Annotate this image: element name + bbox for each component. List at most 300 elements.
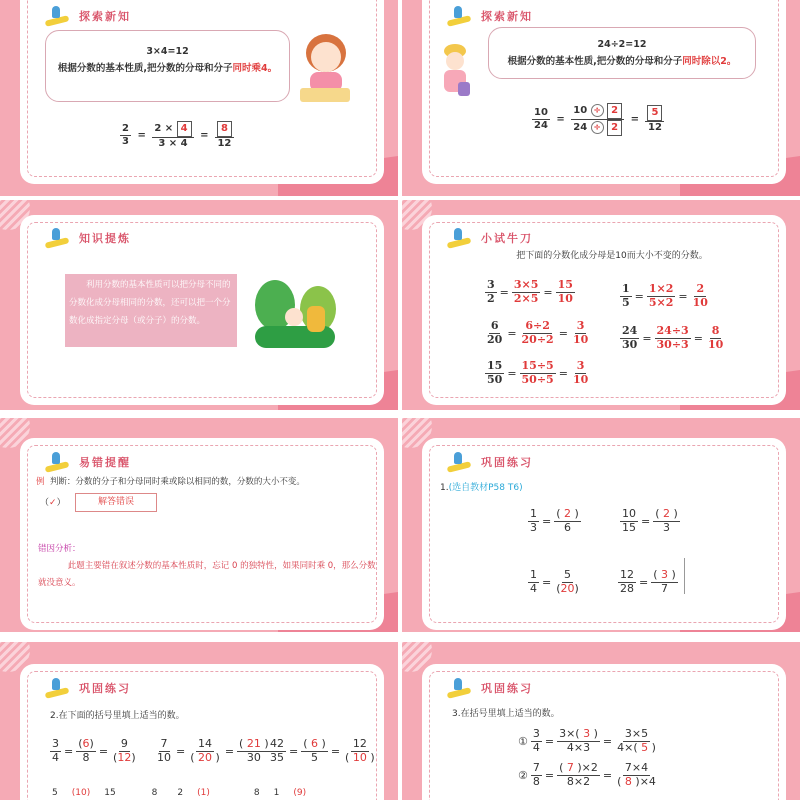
text-segment: ( (653, 568, 662, 581)
numerator: 15 (487, 359, 503, 372)
number: 5 (52, 788, 58, 798)
denominator (554, 583, 581, 596)
equals-sign: = (543, 285, 553, 299)
equals-sign: = (693, 331, 703, 345)
fraction (620, 508, 638, 534)
equals-sign: = (507, 326, 517, 340)
text-segment: 3×( (559, 727, 584, 740)
bubble-text: 根据分数的基本性质,把分数的分母和分子 (507, 56, 683, 67)
fraction-equation (485, 354, 590, 386)
answer-value: 7 (566, 761, 574, 774)
fraction (647, 283, 676, 309)
text-segment: ) (318, 737, 326, 750)
numerator: 6 (490, 319, 499, 332)
numerator (651, 569, 678, 583)
denominator: 15 (622, 520, 636, 534)
denominator: 20÷2 (521, 332, 554, 346)
section-title (43, 452, 131, 472)
fraction (655, 325, 691, 351)
denominator: 28 (620, 581, 634, 595)
fraction (706, 325, 725, 351)
number: 8 (253, 788, 260, 798)
denominator: 30 (622, 337, 638, 351)
kid-on-pencil-icon (445, 678, 473, 698)
fraction-equation (620, 277, 710, 309)
section-title-text: 巩固练习 (481, 456, 533, 469)
answer-value: 2 (663, 507, 671, 520)
numerator: 1×2 (648, 282, 674, 295)
fraction (615, 762, 658, 788)
section-title (43, 6, 131, 26)
equals-sign: = (558, 366, 568, 380)
equals-sign: = (224, 744, 235, 758)
equals-sign: = (98, 744, 109, 758)
section-title-text: 知识提炼 (79, 232, 131, 245)
equation (528, 569, 581, 595)
question-source: (选自教材P58 T6) (448, 483, 523, 493)
denominator: 12 (647, 121, 662, 133)
answer-value: (1) (197, 788, 210, 798)
equals-sign: = (544, 734, 555, 748)
equals-sign: = (542, 575, 552, 589)
instruction: 把下面的分数化成分母是10而大小不变的分数。 (516, 251, 708, 261)
example-text: 判断：分数的分子和分母同时乘或除以相同的数，分数的大小不变。 (49, 477, 305, 487)
fraction (691, 283, 710, 309)
text-segment: ) (670, 507, 678, 520)
denominator: 10 (157, 750, 171, 764)
numerator: 3×5 (513, 278, 539, 291)
fraction-equation (620, 502, 680, 534)
speech-bubble (488, 27, 756, 79)
numerator: 8 (711, 324, 720, 337)
section-title (445, 452, 533, 472)
fraction (76, 738, 96, 764)
answer-box: 2 (607, 120, 622, 136)
fraction-equation (528, 502, 581, 534)
numerator: 3 (532, 727, 540, 740)
equals-sign: = (642, 331, 652, 345)
slide-5[interactable] (0, 418, 398, 632)
section-title (445, 6, 533, 26)
fraction (571, 320, 590, 346)
text-segment: ) (212, 750, 220, 764)
numerator: 12 (352, 737, 367, 750)
denominator (343, 752, 377, 765)
numerator: 3 (52, 737, 59, 750)
fraction (520, 320, 556, 346)
equation (518, 728, 658, 754)
numerator (653, 508, 680, 522)
operator-circle: ÷ (591, 104, 604, 117)
section-title-text: 小试牛刀 (481, 232, 533, 245)
answer-value: 20 (560, 581, 575, 595)
denominator: 8×2 (566, 774, 591, 788)
numerator: 7 (532, 761, 540, 774)
fraction (557, 728, 600, 754)
answer-box: 2 (607, 103, 622, 119)
denominator: 12 (217, 137, 232, 149)
fraction-equation (518, 762, 658, 788)
denominator: 30 (246, 750, 261, 764)
numerator: 1 (622, 282, 630, 295)
equals: = (196, 129, 212, 141)
numerator: 15÷5 (521, 359, 554, 372)
fraction (485, 279, 497, 305)
slide-7[interactable] (0, 642, 398, 800)
numerator (301, 738, 328, 752)
answer-value: 3 (661, 568, 669, 581)
fraction-equation (518, 728, 658, 754)
equation (528, 508, 581, 534)
fraction (557, 762, 600, 788)
answer-box: 4 (177, 121, 192, 137)
text-segment: ( (559, 761, 567, 774)
numerator: 2 (122, 123, 129, 134)
answer-value: 3 (583, 727, 591, 740)
slide-4[interactable] (402, 200, 800, 410)
fraction (343, 738, 377, 764)
equals-sign: = (544, 768, 555, 782)
equation (532, 100, 664, 136)
fraction (188, 738, 222, 764)
text-segment: ) (366, 750, 375, 764)
girl-with-bag-illustration (438, 44, 472, 102)
denominator: 3 (663, 520, 671, 534)
text-segment: 4×( (617, 740, 642, 754)
text-segment: ( (239, 737, 247, 750)
fraction (653, 508, 680, 534)
equals-sign: = (542, 514, 552, 528)
numerator (557, 762, 600, 776)
equation (620, 325, 725, 351)
denominator: 24 (534, 119, 548, 131)
fraction (556, 279, 575, 305)
kid-on-pencil-icon (445, 452, 473, 472)
number: 15 (104, 788, 116, 798)
bubble-equation: 24÷2=12 (597, 39, 647, 50)
numerator: 6÷2 (525, 319, 550, 332)
equals-sign: = (507, 366, 517, 380)
text-segment: ( (617, 774, 625, 788)
equation (155, 738, 271, 764)
numerator: 14 (198, 737, 213, 750)
text-segment: ( (345, 750, 353, 764)
slide-1[interactable] (0, 0, 398, 196)
numerator: 7×4 (624, 761, 649, 774)
denominator (111, 752, 138, 765)
number: 2 (177, 788, 184, 798)
text-segment: ( (303, 737, 312, 750)
slide-2[interactable] (402, 0, 800, 196)
section-title (445, 228, 533, 248)
question-number: 1. (440, 483, 449, 493)
slide-8[interactable] (402, 642, 800, 800)
answer-box: 8 (217, 121, 232, 137)
denominator: 5×2 (648, 295, 674, 309)
equation (518, 762, 658, 788)
number: 1 (273, 788, 280, 798)
analysis-label: 错因分析： (38, 544, 81, 554)
text-segment: ) (668, 568, 676, 581)
numerator: 1 (530, 507, 537, 520)
numerator: 3 (576, 319, 585, 332)
numerator: 2 (696, 282, 705, 295)
fraction-equation (268, 732, 377, 764)
partial-equation-row (52, 788, 306, 798)
denominator: 3 × 4 (158, 137, 188, 149)
section-title-text: 探索新知 (79, 10, 131, 23)
denominator: 3 (122, 135, 129, 147)
slide-3[interactable] (0, 200, 398, 410)
fraction-equation (618, 563, 678, 595)
fraction (651, 569, 678, 595)
denominator: 2×5 (513, 291, 539, 305)
equals: = (133, 129, 150, 141)
section-title-text: 易错提醒 (79, 456, 131, 469)
text-segment: ( (78, 737, 83, 750)
denominator: 10 (692, 295, 708, 309)
answer-value: (10) (71, 788, 91, 798)
answer-value: 21 (246, 737, 261, 750)
text-segment: )×4 (631, 774, 656, 788)
speech-bubble (45, 30, 290, 102)
numerator: 24÷3 (656, 324, 689, 337)
equals: = (627, 113, 643, 125)
equals-sign: = (558, 326, 568, 340)
equation (120, 116, 234, 149)
fraction (615, 728, 658, 754)
check-mark: ✓ (49, 498, 57, 508)
denominator: 8 (82, 750, 90, 764)
text-segment: ) (590, 727, 598, 740)
text-segment: ) (574, 581, 579, 595)
equals-sign: = (634, 289, 644, 303)
number: 8 (151, 788, 158, 798)
knowledge-summary-box: 利用分数的基本性质可以把分母不同的分数化成分母相同的分数，还可以把一个分数化成指定分母（或分子）的分数。 (65, 274, 237, 347)
denominator (615, 776, 658, 789)
denominator: 10 (572, 332, 589, 346)
answer-box: 5 (647, 105, 662, 121)
equals-sign: = (176, 744, 186, 758)
denominator (615, 742, 658, 755)
fraction (301, 738, 328, 764)
numerator (76, 738, 96, 752)
answer-value: 6 (82, 737, 90, 750)
text-segment: ) (648, 740, 656, 754)
kid-on-pencil-icon (43, 452, 71, 472)
equals-sign: = (499, 285, 509, 299)
bubble-highlight: 同时除以2。 (682, 56, 737, 67)
equals-sign: = (602, 768, 613, 782)
equals-sign: = (641, 514, 651, 528)
denominator (188, 752, 222, 765)
numerator: 3 (576, 359, 585, 372)
fraction (485, 320, 504, 346)
equation (50, 738, 138, 764)
denominator: 5 (311, 750, 319, 764)
numerator: 42 (270, 737, 284, 750)
text-segment: ( (190, 750, 199, 764)
numerator: 10 (573, 104, 588, 116)
slide-6[interactable] (402, 418, 800, 632)
denominator: 4 (530, 581, 537, 595)
fraction-equation (485, 273, 575, 305)
answer-wrong-box: 解答错误 (75, 493, 157, 512)
denominator: 10 (707, 337, 724, 351)
numerator (554, 508, 581, 522)
instruction: 2.在下面的括号里填上适当的数。 (50, 711, 185, 721)
girl-reading-illustration (298, 32, 353, 106)
answer-value: 2 (564, 507, 572, 520)
numerator: 2 × (154, 122, 174, 134)
equals-sign: = (289, 744, 299, 758)
fraction (50, 738, 61, 764)
numerator: 3×5 (624, 727, 649, 740)
denominator: 4 (52, 750, 59, 764)
fraction (531, 728, 542, 754)
numerator: 9 (120, 737, 128, 750)
section-title (43, 228, 131, 248)
instruction: 3.在括号里填上适当的数。 (452, 709, 560, 719)
text-segment: ( (556, 581, 561, 595)
denominator: 4 (532, 740, 540, 754)
numerator: 1 (530, 568, 537, 581)
fraction-equation (155, 732, 271, 764)
fraction-equation (50, 732, 138, 764)
numerator (557, 728, 600, 742)
denominator: 5 (622, 295, 630, 309)
text-segment: )×2 (573, 761, 598, 774)
numerator: 3 (487, 278, 495, 291)
kid-on-pencil-icon (43, 678, 71, 698)
denominator: 10 (557, 291, 573, 305)
denominator: 10 (572, 372, 589, 386)
answer-value: 10 (352, 750, 367, 764)
answer-value: 12 (117, 750, 132, 764)
section-title-text: 探索新知 (481, 10, 533, 23)
fraction-equation (620, 319, 725, 351)
section-title-text: 巩固练习 (79, 682, 131, 695)
equals-sign: = (602, 734, 613, 748)
equals: = (552, 113, 569, 125)
answer-value: (9) (293, 788, 307, 798)
kid-on-pencil-icon (445, 228, 473, 248)
answer-value: 6 (311, 737, 319, 750)
equation (485, 320, 590, 346)
denominator: 50 (487, 372, 503, 386)
denominator: 3 (530, 520, 537, 534)
text-segment: ) (89, 737, 94, 750)
fraction (620, 283, 632, 309)
numerator: 15 (557, 278, 573, 291)
answer-value: 8 (624, 774, 632, 788)
numerator: 7 (160, 737, 168, 750)
fraction (520, 360, 556, 386)
numerator: 10 (622, 507, 636, 520)
denominator: 6 (564, 520, 572, 534)
kid-on-pencil-icon (445, 6, 473, 26)
denominator: 20 (487, 332, 503, 346)
numerator (237, 738, 271, 752)
denominator: 24 (573, 121, 588, 133)
equals-sign: = (64, 744, 74, 758)
kid-on-pencil-icon (43, 6, 71, 26)
bubble-highlight: 同时乘4。 (232, 63, 278, 74)
fraction (618, 569, 636, 595)
text-segment: ) (260, 737, 269, 750)
fraction (512, 279, 541, 305)
fraction-equation (528, 563, 581, 595)
equation (268, 738, 377, 764)
fraction (531, 762, 542, 788)
item-number: ② (518, 768, 528, 782)
paren: ） (56, 498, 66, 508)
fraction (155, 738, 173, 764)
analysis-text: 此题主要错在叙述分数的基本性质时，忘记 0 的独特性，如果同时乘 0，那么分数就没意义。 (38, 561, 376, 588)
paren: （ (40, 498, 50, 508)
fraction-equation (485, 314, 590, 346)
fraction (268, 738, 286, 764)
equals-sign: = (678, 289, 688, 303)
equation (618, 569, 678, 595)
section-title-text: 巩固练习 (481, 682, 533, 695)
kid-on-pencil-icon (43, 228, 71, 248)
bubble-text: 根据分数的基本性质,把分数的分母和分子 (57, 63, 233, 74)
numerator: 24 (622, 324, 638, 337)
equation (485, 279, 575, 305)
fraction (528, 569, 539, 595)
denominator: 30÷3 (656, 337, 689, 351)
text-segment: ) (131, 750, 136, 764)
denominator: 7 (661, 581, 669, 595)
text-segment: ) (571, 507, 579, 520)
item-number: ① (518, 734, 528, 748)
denominator: 2 (487, 291, 495, 305)
text-segment: ( (556, 507, 565, 520)
fraction (571, 360, 590, 386)
equation (620, 283, 710, 309)
answer-value: 20 (198, 750, 213, 764)
fraction (554, 508, 581, 534)
operator-circle: ÷ (591, 121, 604, 134)
numerator: 12 (620, 568, 634, 581)
equation (620, 508, 680, 534)
section-title (43, 678, 131, 698)
equation (485, 360, 590, 386)
fraction (620, 325, 639, 351)
numerator: 10 (534, 107, 548, 118)
section-title (445, 678, 533, 698)
fraction (554, 569, 581, 595)
bubble-equation: 3×4=12 (146, 46, 189, 57)
fraction (111, 738, 138, 764)
example-label: 例 (36, 477, 45, 487)
text-segment: ( (655, 507, 664, 520)
text-cursor (684, 558, 685, 594)
denominator: 50÷5 (521, 372, 554, 386)
equals-sign: = (330, 744, 341, 758)
fraction (485, 360, 504, 386)
numerator: 5 (564, 568, 572, 581)
denominator: 4×3 (566, 740, 591, 754)
fraction (528, 508, 539, 534)
equals-sign: = (639, 575, 649, 589)
text-segment: ( (113, 750, 118, 764)
denominator: 35 (270, 750, 284, 764)
kids-in-forest-illustration (255, 278, 347, 352)
fraction (237, 738, 271, 764)
denominator: 8 (532, 774, 540, 788)
